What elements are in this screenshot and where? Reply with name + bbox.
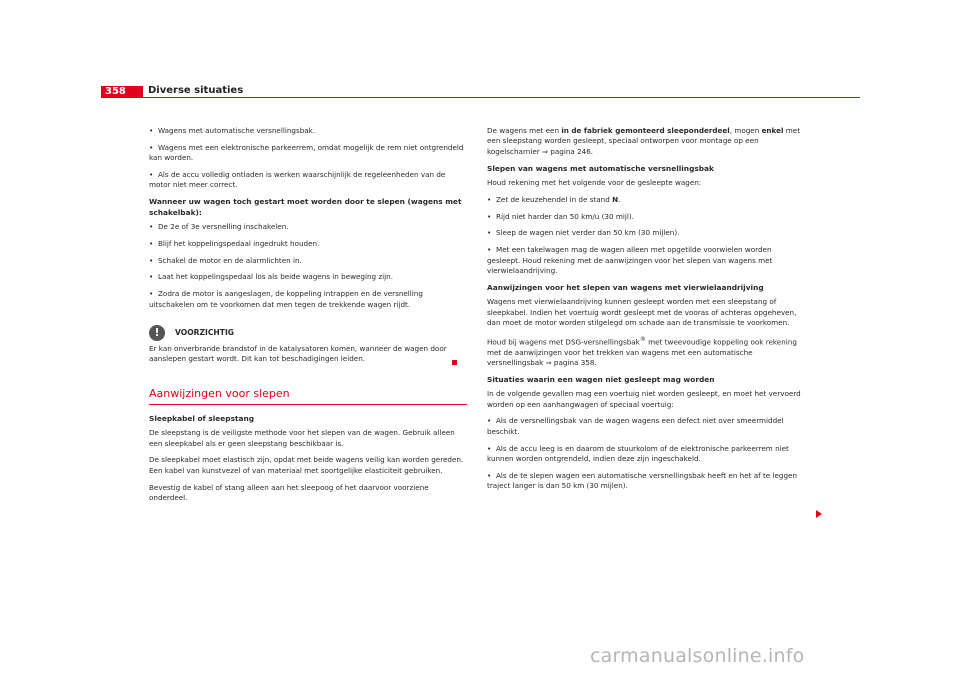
list-item: • Zet de keuzehendel in de stand N. [487,194,621,204]
warning-text: Er kan onverbrande brandstof in de katalysatoren komen, wanneer de wagen door aanslepen gestart wordt. Dit kan tot beschadigingen leiden. [149,344,447,364]
subheading: Wanneer uw wagen toch gestart moet worden door te slepen (wagens met schakelbak): [149,197,462,217]
subheading: Slepen van wagens met automatische versnellingsbak [487,163,714,173]
list-item: • Als de accu leeg is en daarom de stuurkolom of de elektronische parkeerrem niet kunnen worden ontgrendeld, indien deze zijn ingeschakeld. [487,443,789,464]
subheading: Sleepkabel of sleepstang [149,413,255,423]
warning-icon: ! [149,325,165,341]
left-column [149,126,467,510]
page-number: 358 [101,86,143,98]
list-item: • Wagens met een elektronische parkeerrem, omdat mogelijk de rem niet ontgrendeld kan worden. [149,142,464,163]
chapter-title: Diverse situaties [148,85,244,96]
list-item: • Schakel de motor en de alarmlichten in. [149,255,302,265]
section-title: Aanwijzingen voor slepen [149,387,467,405]
paragraph: Bevestig de kabel of stang alleen aan het sleepoog of het daarvoor voorziene onderdeel. [149,482,429,503]
warning-box [149,324,467,365]
right-column [487,126,805,498]
paragraph: Wagens met vierwielaandrijving kunnen gesleept worden met een sleepstang of sleepkabel. Indien het voertuig wordt gesleept met de vooras of achteras opgeheven, dan moet de motor worden stilgelegd om schade aan de transmissie te voorkomen. [487,297,797,328]
paragraph: In de volgende gevallen mag een voertuig niet worden gesleept, en moet het vervoerd worden op een aanhangwagen of speciaal voertuig: [487,389,801,409]
paragraph: De wagens met een in de fabriek gemonteerd sleeponderdeel, mogen enkel met een sleepstang worden gesleept, speciaal ontworpen voor montage op een kogelscharnier ⇒ pagina 246. [487,126,801,156]
list-item: • Als de te slepen wagen een automatische versnellingsbak heeft en het af te leggen traject langer is dan 50 km (30 mijlen). [487,470,798,491]
list-item: • Wagens met automatische versnellingsbak. [149,126,316,135]
list-item: • Sleep de wagen niet verder dan 50 km (30 mijlen). [487,228,680,238]
paragraph: De sleepstang is de veiligste methode voor het slepen van de wagen. Gebruik alleen een sleepkabel als er geen sleepstang beschikbaar is. [149,428,455,448]
continue-arrow-icon [816,510,822,518]
warning-title: VOORZICHTIG [175,327,234,337]
paragraph: Houd bij wagens met DSG-versnellingsbak® met tweevoudige koppeling ook rekening met de aanwijzingen voor het trekken van wagens met een automatische versnellingsbak ⇒ pagina 358. [487,335,797,368]
subheading: Aanwijzingen voor het slepen van wagens met vierwielaandrijving [487,282,764,292]
section-end-marker [452,360,457,365]
list-item: • Als de versnellingsbak van de wagen wagens een defect niet over smeermiddel beschikt. [487,416,784,436]
list-item: • Rijd niet harder dan 50 km/u (30 mijl). [487,211,634,221]
list-item: • Zodra de motor is aangeslagen, de koppeling intrappen en de versnelling uitschakelen om te voorkomen dat men tegen de trekkende wagen rijdt. [149,289,423,309]
list-item: • Blijf het koppelingspedaal ingedrukt houden. [149,238,320,248]
list-item: • Met een takelwagen mag de wagen alleen met opgetilde voorwielen worden gesleept. Houd rekening met de aanwijzingen voor het slepen van wagens met vierwielaandrijving. [487,245,773,276]
watermark: carmanualsonline.info [590,645,805,667]
list-item: • Als de accu volledig ontladen is werken waarschijnlijk de regeleenheden van de motor niet meer correct. [149,170,446,190]
paragraph: De sleepkabel moet elastisch zijn, opdat met beide wagens veilig kan worden gereden. Een kabel van kunstvezel of van materiaal met soortgelijke elasticiteit gebruiken. [149,455,464,475]
paragraph: Houd rekening met het volgende voor de gesleepte wagen: [487,178,702,188]
list-item: • De 2e of 3e versnelling inschakelen. [149,222,289,232]
list-item: • Laat het koppelingspedaal los als beide wagens in beweging zijn. [149,272,393,282]
subheading: Situaties waarin een wagen niet gesleept mag worden [487,374,715,384]
